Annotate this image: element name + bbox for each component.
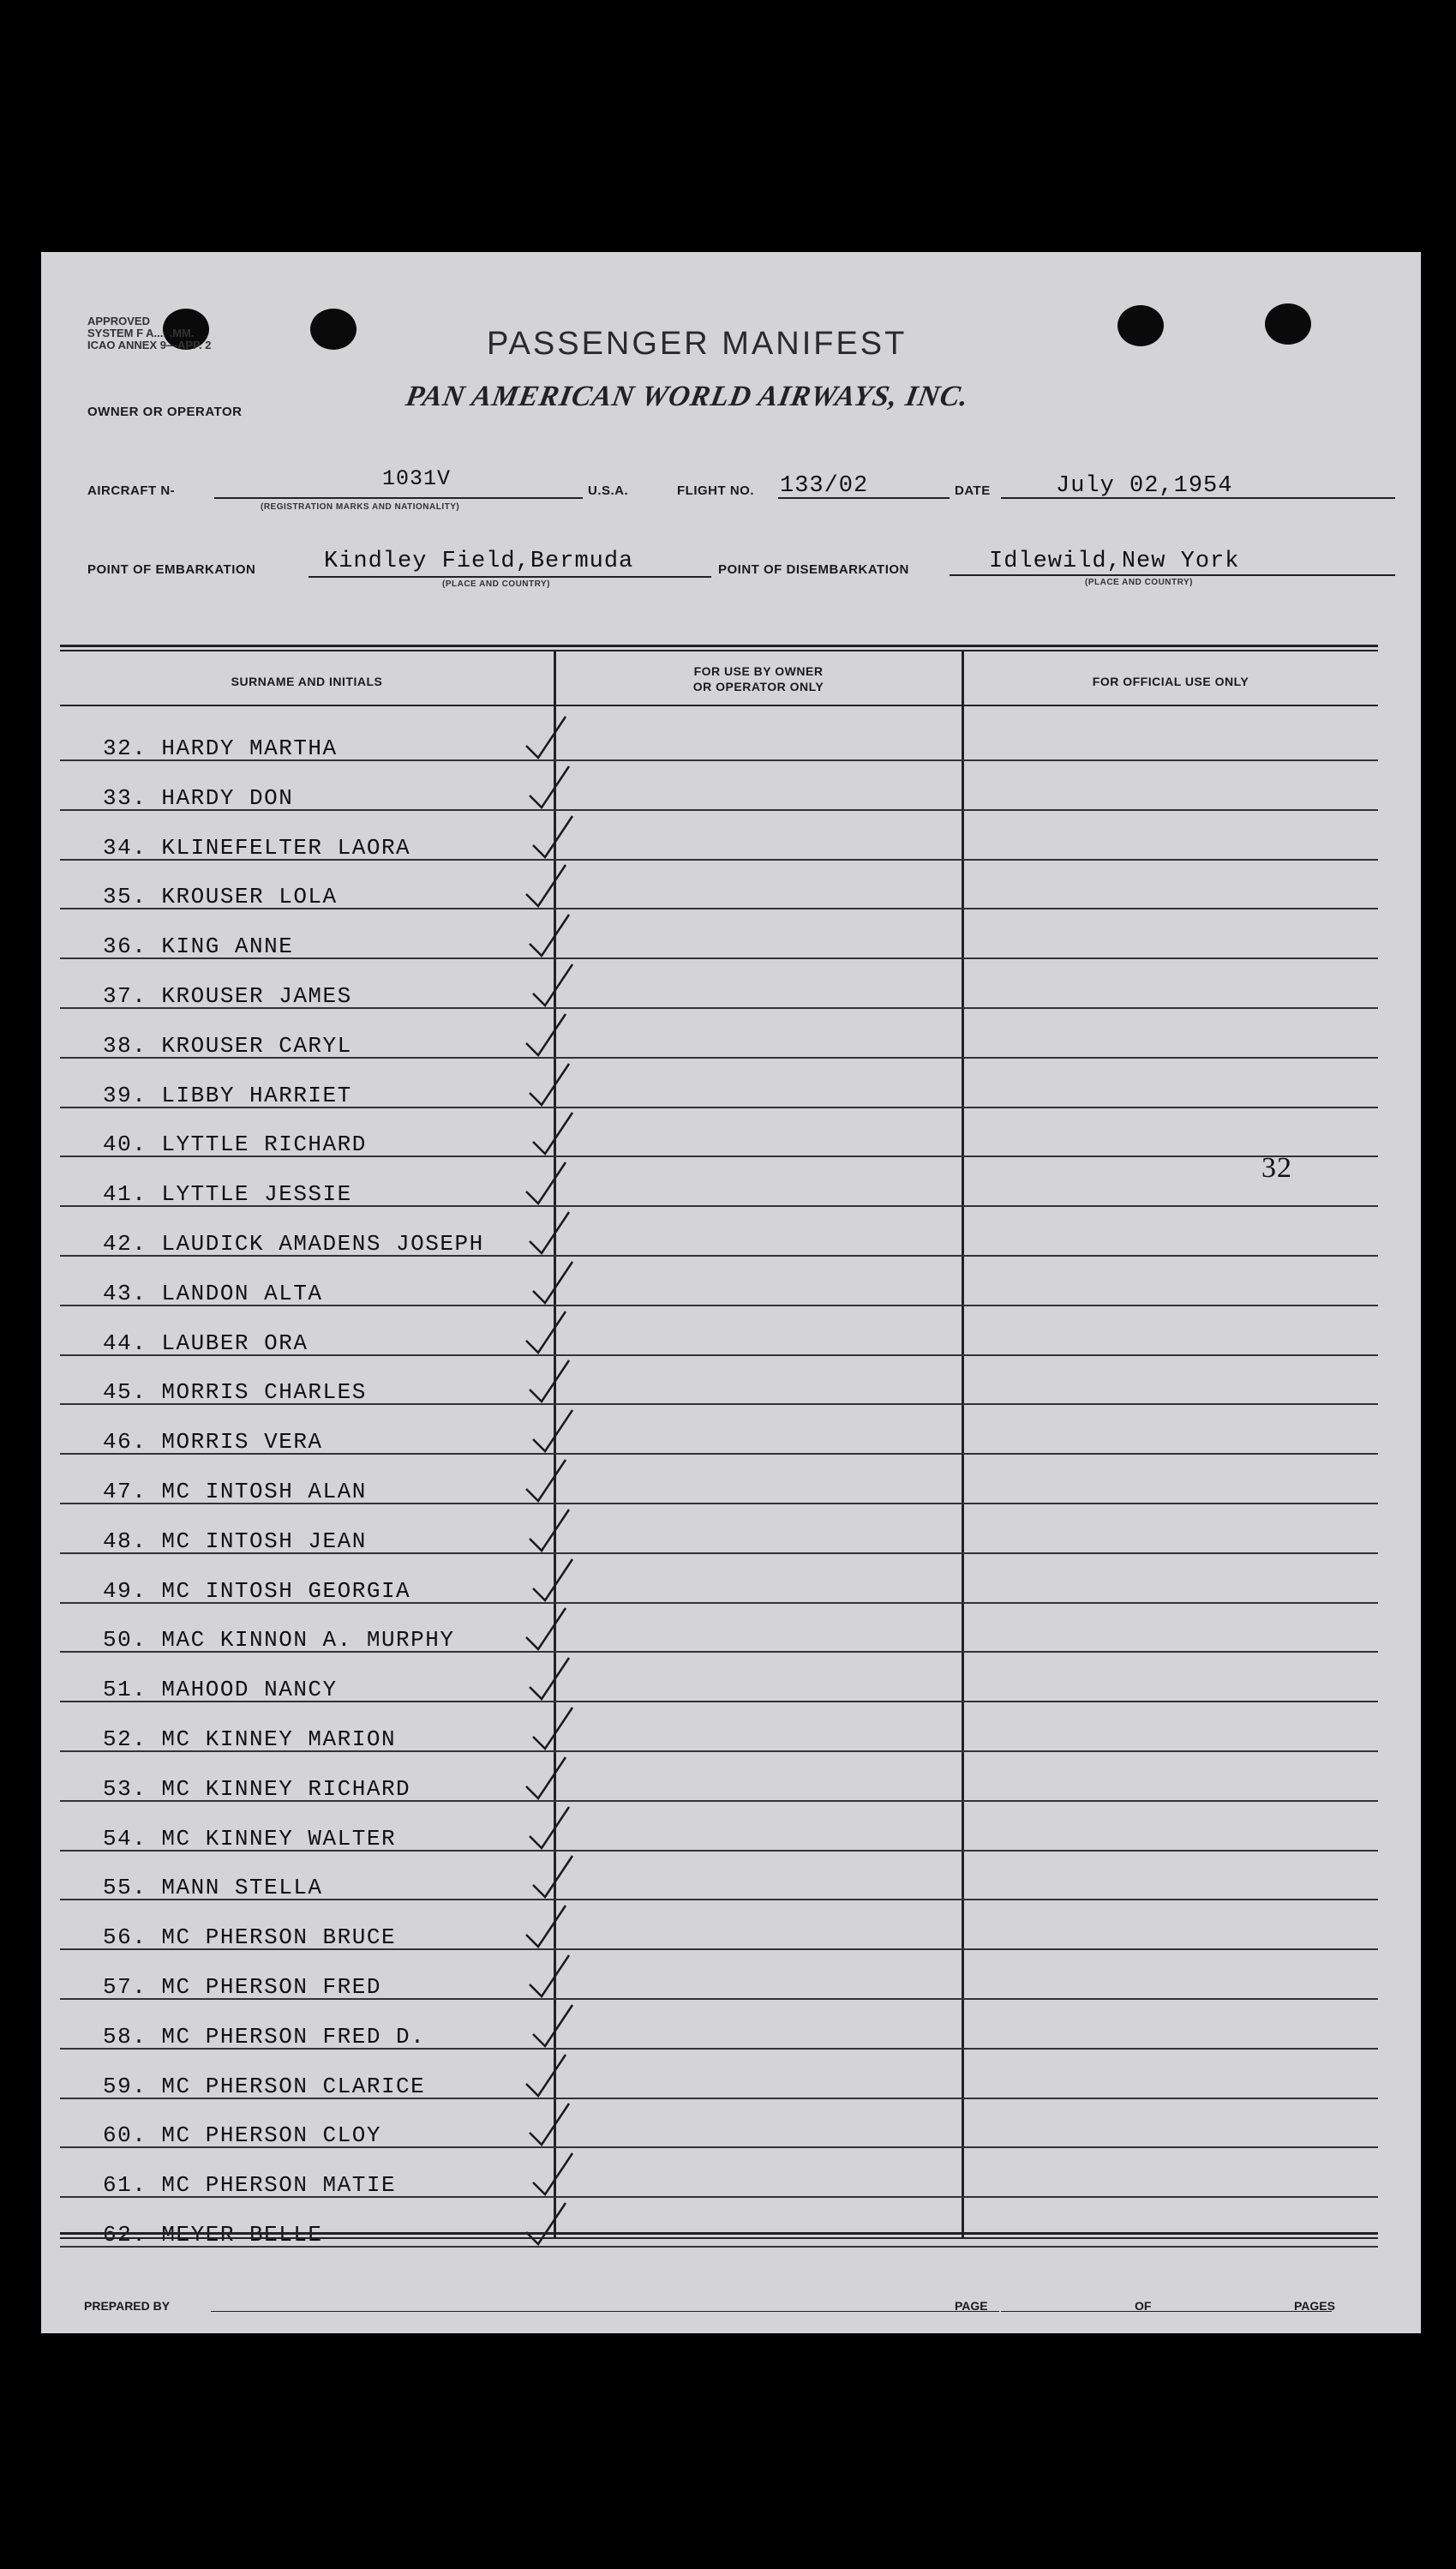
embark-value: Kindley Field,Bermuda [324,549,634,574]
table-row [60,860,1378,909]
table-top-rule [60,650,1378,651]
check-mark-icon [523,1207,583,1262]
check-mark-icon [523,2198,583,2253]
owner-label: OWNER OR OPERATOR [87,405,243,419]
check-mark-icon [523,1752,583,1807]
date-value: July 02,1954 [1056,473,1233,499]
check-mark-icon [523,1157,583,1212]
table-row [60,959,1378,1009]
check-mark-icon [523,860,583,915]
approval-stamp [87,315,212,351]
table-row [60,1653,1378,1702]
col-owner [555,663,962,694]
table-row [60,1554,1378,1604]
passenger-name: 49. MC INTOSH GEORGIA [103,1577,411,1604]
passenger-name: 53. MC KINNEY RICHARD [103,1775,411,1802]
table-row [60,1009,1378,1059]
passenger-name: 32. HARDY MARTHA [103,735,338,761]
check-mark-icon [523,1257,583,1312]
disembark-underline [950,574,1395,576]
table-row [60,2050,1378,2099]
table-row [60,1702,1378,1752]
embark-label: POINT OF EMBARKATION [87,562,256,577]
prepared-by-underline [211,2311,999,2312]
table-row [60,2198,1378,2248]
aircraft-underline [214,497,583,499]
passenger-name: 59. MC PHERSON CLARICE [103,2073,426,2099]
passenger-name: 42. LAUDICK AMADENS JOSEPH [103,1231,484,1257]
table-row [60,1355,1378,1405]
table-row [60,1107,1378,1157]
col-owner-line: OR OPERATOR ONLY [692,680,824,693]
passenger-name: 58. MC PHERSON FRED D. [103,2023,426,2050]
col-official: FOR OFFICIAL USE ONLY [1092,675,1249,688]
passenger-name: 38. KROUSER CARYL [103,1032,352,1059]
passenger-name: 62. MEYER BELLE [103,2222,323,2248]
table-row [60,1405,1378,1455]
check-mark-icon [523,1009,583,1064]
date-underline [1001,497,1395,499]
passenger-name: 33. HARDY DON [103,784,294,811]
table-row [60,1950,1378,2000]
check-mark-icon [523,711,583,766]
table-row [60,811,1378,861]
embark-underline [309,576,711,578]
flight-value: 133/02 [780,473,869,499]
check-mark-icon [523,761,583,816]
check-mark-icon [523,1405,583,1460]
date-label: DATE [955,483,991,498]
table-row [60,711,1378,761]
disembark-sub: (PLACE AND COUNTRY) [1085,578,1193,587]
flight-underline [778,497,950,499]
table-row [60,1455,1378,1504]
check-mark-icon [523,811,583,866]
flight-label: FLIGHT NO. [677,483,754,498]
table-row [60,1059,1378,1108]
check-mark-icon [523,2050,583,2104]
table-row [60,1603,1378,1653]
check-mark-icon [523,2148,583,2203]
disembark-value: Idlewild,New York [989,549,1240,574]
passenger-name: 51. MAHOOD NANCY [103,1677,338,1703]
table-row [60,909,1378,959]
table-row [60,1257,1378,1306]
passenger-name: 57. MC PHERSON FRED [103,1974,381,2000]
passenger-name: 50. MAC KINNON A. MURPHY [103,1627,455,1654]
check-mark-icon [523,1950,583,2005]
check-mark-icon [523,1554,583,1609]
check-mark-icon [523,1653,583,1708]
check-mark-icon [523,2000,583,2055]
passenger-name: 36. KING ANNE [103,933,294,960]
passenger-name: 61. MC PHERSON MATIE [103,2172,397,2199]
punch-hole [1265,303,1311,345]
aircraft-sub: (REGISTRATION MARKS AND NATIONALITY) [261,502,460,512]
col-surname: SURNAME AND INITIALS [231,675,383,688]
passenger-name: 40. LYTTLE RICHARD [103,1131,367,1158]
table-row [60,1207,1378,1257]
passenger-name: 44. LAUBER ORA [103,1330,309,1356]
table-row [60,1851,1378,1900]
table-row [60,1900,1378,1950]
approval-line: APPROVED [87,315,150,327]
embark-sub: (PLACE AND COUNTRY) [442,579,550,589]
passenger-name: 54. MC KINNEY WALTER [103,1825,397,1852]
table-row [60,761,1378,811]
passenger-name: 37. KROUSER JAMES [103,983,352,1009]
approval-line: SYSTEM F A.... .MM. [87,327,195,339]
punch-hole [310,309,357,350]
passenger-name: 45. MORRIS CHARLES [103,1379,367,1406]
check-mark-icon [523,1306,583,1361]
row-underline [60,2246,1378,2248]
usa-label: U.S.A. [588,483,629,498]
table-bottom-rule [60,2237,1378,2239]
header-bottom-rule [60,705,1378,706]
prepared-by-label: PREPARED BY [84,2299,171,2313]
check-mark-icon [523,1802,583,1857]
check-mark-icon [523,1900,583,1955]
passenger-name: 39. LIBBY HARRIET [103,1082,352,1108]
check-mark-icon [523,1107,583,1162]
passenger-name: 55. MANN STELLA [103,1875,323,1901]
passenger-name: 60. MC PHERSON CLOY [103,2122,381,2149]
passenger-name: 41. LYTTLE JESSIE [103,1181,352,1208]
page-label: PAGE [955,2299,988,2313]
manifest-sheet [41,252,1421,2333]
page-title: PASSENGER MANIFEST [487,326,908,362]
table-top-rule [60,645,1378,647]
passenger-name: 48. MC INTOSH JEAN [103,1528,367,1554]
table-row [60,2098,1378,2148]
passenger-name: 43. LANDON ALTA [103,1280,323,1306]
operator-name: PAN AMERICAN WORLD AIRWAYS, INC. [403,381,972,412]
check-mark-icon [523,1702,583,1757]
check-mark-icon [523,1355,583,1410]
check-mark-icon [523,1455,583,1510]
check-mark-icon [523,1851,583,1906]
table-bottom-rule [60,2232,1378,2235]
passenger-name: 56. MC PHERSON BRUCE [103,1924,397,1951]
of-label: OF [1135,2299,1152,2313]
table-row [60,1504,1378,1554]
table-row [60,1157,1378,1207]
punch-hole [1117,305,1164,346]
check-mark-icon [523,1504,583,1559]
passenger-name: 52. MC KINNEY MARION [103,1726,397,1752]
passenger-name: 35. KROUSER LOLA [103,884,338,910]
passenger-name: 47. MC INTOSH ALAN [103,1479,367,1504]
pages-label: PAGES [1294,2299,1335,2313]
disembark-label: POINT OF DISEMBARKATION [718,562,909,577]
table-row [60,2000,1378,2050]
aircraft-value: 1031V [382,466,452,491]
check-mark-icon [523,909,583,964]
aircraft-label: AIRCRAFT N- [87,483,176,498]
approval-line: ICAO ANNEX 9—APP. 2 [87,339,212,351]
check-mark-icon [523,2098,583,2153]
table-row [60,1306,1378,1356]
table-row [60,1752,1378,1802]
passenger-name: 46. MORRIS VERA [103,1429,323,1456]
col-owner-line: FOR USE BY OWNER [693,664,824,678]
table-row [60,2148,1378,2198]
check-mark-icon [523,1059,583,1113]
table-row [60,1802,1378,1852]
official-note: 32 [1261,1152,1292,1184]
check-mark-icon [523,1603,583,1658]
passenger-name: 34. KLINEFELTER LAORA [103,834,411,861]
check-mark-icon [523,959,583,1014]
